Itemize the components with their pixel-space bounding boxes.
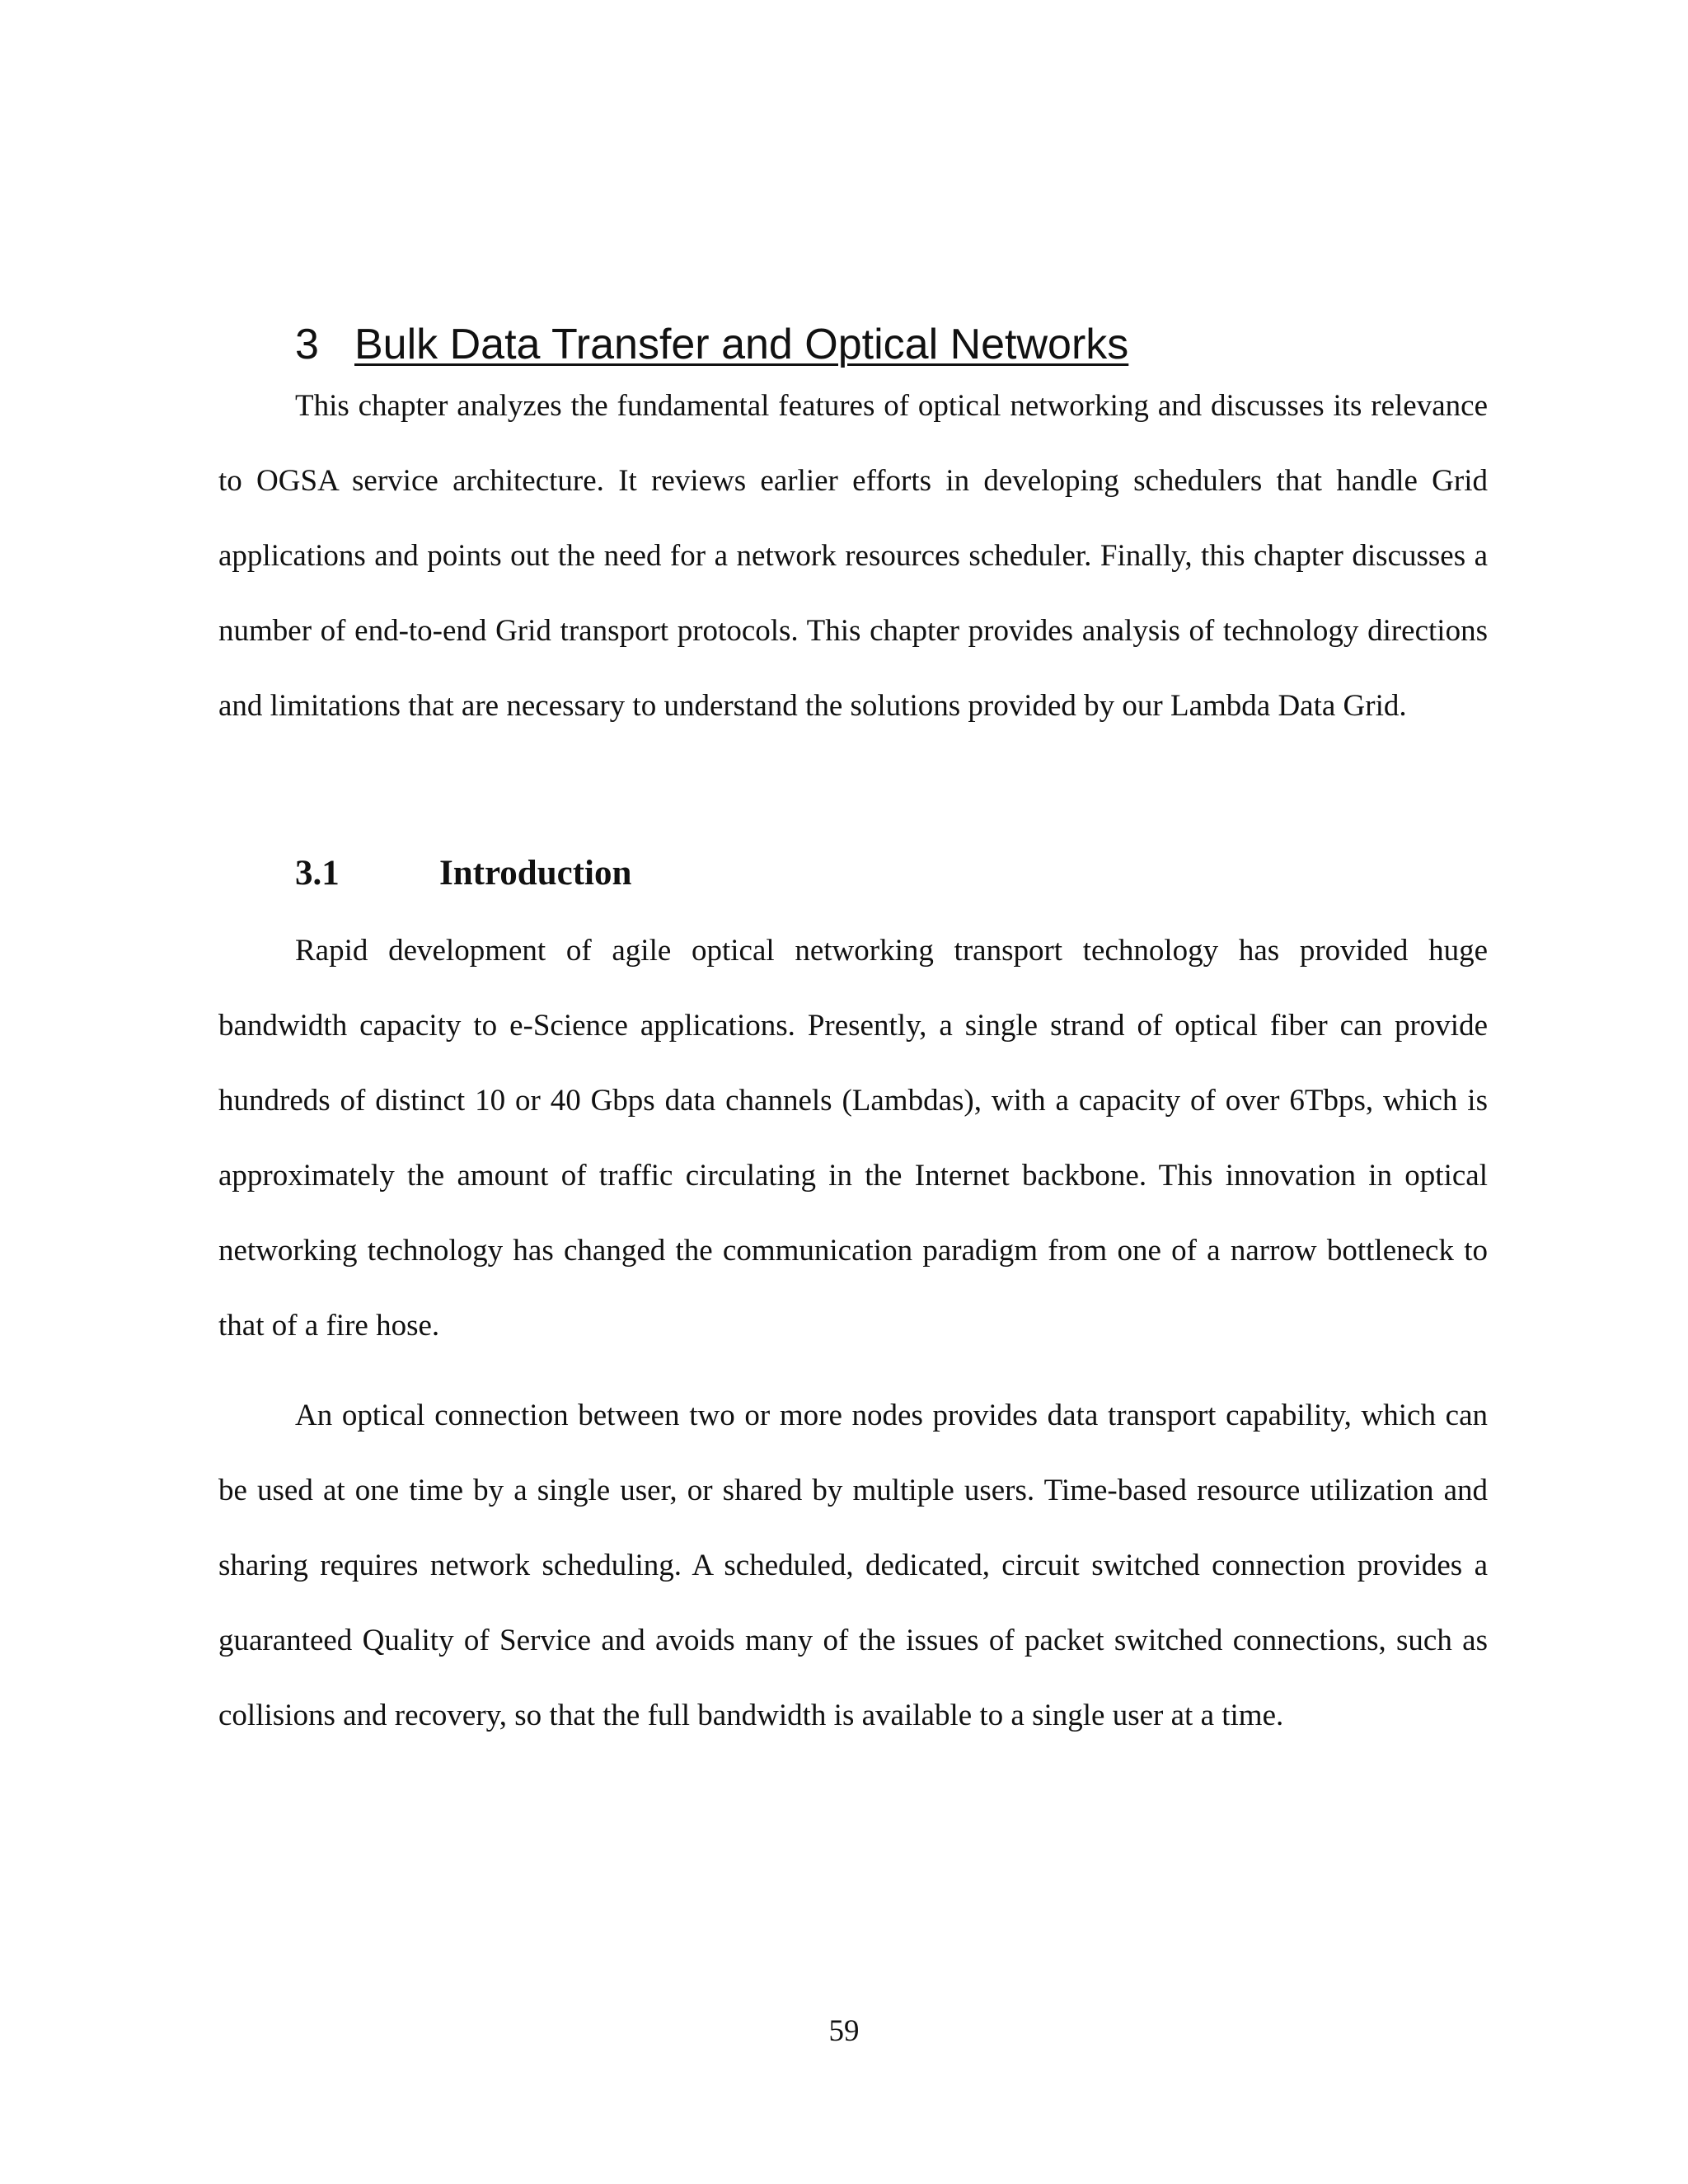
section-paragraph: Rapid development of agile optical networking transport technology has provided huge bandwidth capacity to e-Science applications. Presently, a single strand of optical fiber can provide hundreds of distinct 10 or 40 Gbps data channels (Lambdas), with a capacity of over 6Tbps, which is approximately the amount of traffic circulating in the Internet backbone. This innovation in optical networking technology has changed the communication paradigm from one of a narrow bottleneck to that of a fire hose. — [218, 934, 1488, 1343]
page-number: 59 — [828, 2014, 860, 2048]
section-number: 3.1 — [295, 854, 340, 893]
chapter-title — [295, 320, 1581, 369]
chapter-title-text: Bulk Data Transfer and Optical Networks — [354, 321, 1129, 368]
section-heading — [295, 849, 631, 898]
chapter-number: 3 — [295, 321, 319, 368]
intro-paragraph: This chapter analyzes the fundamental features of optical networking and discusses its relevance to OGSA service architecture. It reviews earlier efforts in developing schedulers that handle Grid applications and points out the need for a network resources scheduler. Finally, this chapter discusses a number of end-to-end Grid transport protocols. This chapter provides analysis of technology directions and limitations that are necessary to understand the solutions provided by our Lambda Data Grid. — [218, 389, 1488, 723]
section-paragraph: An optical connection between two or more nodes provides data transport capability, which can be used at one time by a single user, or shared by multiple users. Time-based resource utilization and sharing requires network scheduling. A scheduled, dedicated, circuit switched connection provides a guaranteed Quality of Service and avoids many of the issues of packet switched connections, such as collisions and recovery, so that the full bandwidth is available to a single user at a time. — [218, 1399, 1488, 1732]
section-title: Introduction — [439, 854, 632, 893]
